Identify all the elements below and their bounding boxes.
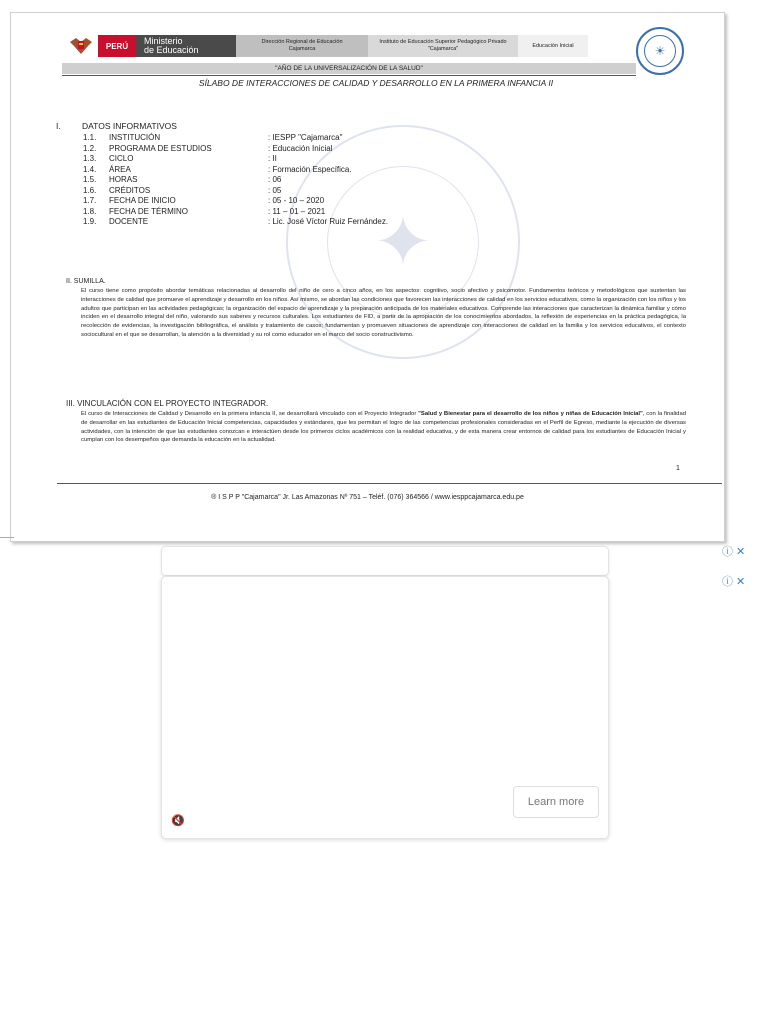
info-row <box>83 217 388 228</box>
ad-close-icon[interactable]: ⓘ ✕ <box>722 546 746 558</box>
header-rule <box>62 75 636 76</box>
page-number: 1 <box>676 465 680 472</box>
info-row <box>83 207 388 218</box>
info-row <box>83 133 388 144</box>
mute-icon[interactable]: 🔇 <box>171 815 185 827</box>
info-label: CRÉDITOS <box>109 185 151 195</box>
section-1-heading <box>56 121 177 131</box>
regional-direction <box>236 35 368 57</box>
info-value: : 06 <box>268 175 282 184</box>
info-label: INSTITUCIÓN <box>109 133 161 142</box>
info-num: 1.7. <box>83 196 97 205</box>
info-num: 1.4. <box>83 164 97 174</box>
document-content <box>56 35 696 472</box>
info-list <box>83 133 388 228</box>
info-num: 1.6. <box>83 185 97 195</box>
info-num: 1.9. <box>83 217 97 226</box>
learn-more-button[interactable]: Learn more <box>513 786 599 818</box>
info-row <box>83 175 388 186</box>
info-value: : II <box>268 154 277 163</box>
info-num: 1.8. <box>83 206 97 216</box>
info-value: : 11 – 01 – 2021 <box>268 206 326 216</box>
section-3-text-a: El curso de Interacciones de Calidad y Desarrollo en la primera infancia II, se desarrollará vinculado con el Proyecto Integrador <box>81 411 419 417</box>
section-3-heading: III. VINCULACIÓN CON EL PROYECTO INTEGRADOR. <box>66 399 269 408</box>
info-row <box>83 196 388 207</box>
info-row <box>83 186 388 197</box>
info-num: 1.1. <box>83 133 97 142</box>
project-name: "Salud y Bienestar para el desarrollo de los niños y niñas de Educación Inicial" <box>418 411 643 417</box>
info-num: 1.3. <box>83 154 97 163</box>
section-2-text: El curso tiene como propósito abordar temáticas relacionadas al desarrollo del niño de cero a cinco años, en los aspectos: cognitivo, socio afectivo y psicomotor. Fundamentos teóricos y metodológicos que sustentan las interacciones de calidad que promueve el aprendizaje y desarrollo en los niños. Así mismo, se abordan las condiciones que favorecen las interacciones de calidad en los servicios educativos, como la organización con los niños y los adultos que participan en las actividades pedagógicas; la organización del espacio de aprendizaje y la preparación anticipada de los materiales educativos. Comprende las interacciones que caracterizan la dinámica familiar y cómo inciden en el desarrollo integral del niño, valorando sus saberes y recursos culturales. Los estudiantes de FID, a partir de la apropiación de los conocimientos abordados, la reflexión de experiencias en la práctica pedagógica, la recolección de evidencias, la investigación bibliográfica, el análisis y tratamiento de casos; fundamentan y promueven situaciones de aprendizaje con interacciones de calidad en la familia y los servicios educativos, el contexto sociocultural en el que se desarrollan, la atención a la diversidad y su rol como educador en el marco del socio constructivismo. <box>81 288 686 338</box>
info-label: HORAS <box>109 175 138 184</box>
regional-line1: Dirección Regional de Educación <box>261 39 343 45</box>
info-row <box>83 144 388 155</box>
section-1-title: DATOS INFORMATIVOS <box>82 121 177 131</box>
year-motto: "AÑO DE LA UNIVERSALIZACIÓN DE LA SALUD" <box>62 63 636 74</box>
info-value: : Educación Inicial <box>268 143 333 153</box>
letterhead <box>64 35 696 57</box>
program-label: Educación Inicial <box>518 35 588 57</box>
info-label: FECHA DE INICIO <box>109 196 176 205</box>
ad-banner[interactable] <box>161 576 609 839</box>
ad-banner-top[interactable] <box>161 546 609 576</box>
footer-rule <box>57 483 722 484</box>
institute-label <box>368 35 518 57</box>
syllabus-title: SÍLABO DE INTERACCIONES DE CALIDAD Y DESARROLLO EN LA PRIMERA INFANCIA II <box>198 78 554 88</box>
institute-seal-icon: ☀ <box>636 27 684 75</box>
document-page <box>10 12 725 542</box>
peru-label: PERÚ <box>98 35 136 57</box>
info-num: 1.5. <box>83 175 97 184</box>
info-value: : 05 - 10 – 2020 <box>268 196 325 205</box>
coat-of-arms-icon <box>64 35 98 57</box>
info-value: : Lic. José Víctor Ruiz Fernández. <box>268 217 389 226</box>
info-value: : 05 <box>268 185 282 195</box>
ad-close-icon[interactable]: ⓘ ✕ <box>722 576 746 588</box>
footer-text: ® I S P P "Cajamarca" Jr. Las Amazonas Nº 751 – Teléf. (076) 364566 / www.iesppcajamarca.edu.pe <box>211 494 524 501</box>
section-1-number: I. <box>56 121 61 131</box>
ministry-label <box>136 35 236 57</box>
info-label: CICLO <box>109 154 134 163</box>
institute-line1: Instituto de Educación Superior Pedagógico Privado <box>379 39 507 45</box>
page-edge-mark <box>0 537 14 538</box>
section-2-heading: II. SUMILLA. <box>66 278 106 285</box>
institute-line2: "Cajamarca" <box>427 46 459 52</box>
ministry-line1: Ministerio <box>144 36 183 46</box>
info-label: PROGRAMA DE ESTUDIOS <box>109 143 212 153</box>
info-value: : Formación Específica. <box>268 164 352 174</box>
watermark-seal-icon: ✦ <box>286 125 520 359</box>
info-label: DOCENTE <box>109 217 149 226</box>
info-num: 1.2. <box>83 143 97 153</box>
info-row <box>83 154 388 165</box>
info-value: : IESPP "Cajamarca" <box>268 133 343 142</box>
info-label: ÁREA <box>109 164 131 174</box>
ministry-line2: de Educación <box>144 45 199 55</box>
section-3-text-b: , con la finalidad de desarrollar en las estudiantes de Educación Inicial competencias, capacidades y estándares, que les permitan el logro de las competencias profesionales consideradas en el Perfil de Egreso, mediante la ejecución de diversas actividades, con la intención de que las estudiantes conozcan e interactúen desde los primeros ciclos académicos con la realidad educativa, y de esta manera crear entornos de calidad para los estudiantes de Educación Inicial y cumplan con los desempeños que demanda la educación en la actualidad. <box>81 411 687 444</box>
regional-line2: Cajamarca <box>288 46 316 52</box>
info-label: FECHA DE TÉRMINO <box>109 206 188 216</box>
info-row <box>83 165 388 176</box>
section-3-text <box>81 410 686 445</box>
